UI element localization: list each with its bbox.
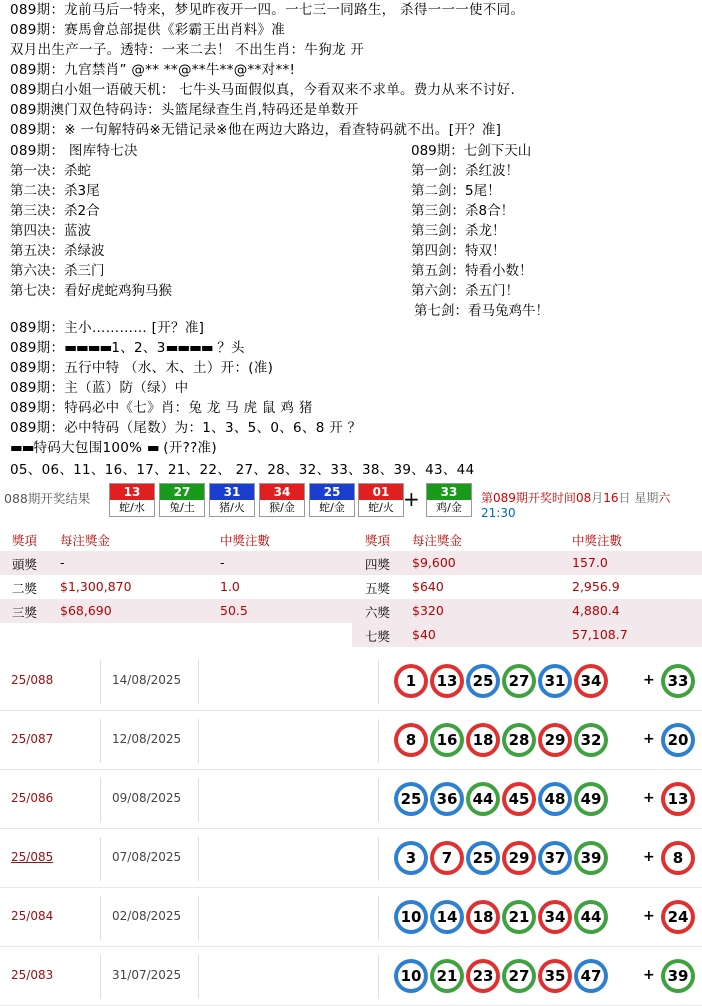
text-line-4: 089期：九宫禁肖” @** **@**牛**@**对**!: [10, 62, 296, 78]
lottery-ball: [502, 900, 536, 934]
column-divider: [198, 719, 199, 763]
result-ball: 31 猪/火: [209, 483, 255, 517]
line-text: 特码大包围100%: [33, 440, 143, 456]
plus-sign: +: [643, 731, 655, 747]
column-divider: [100, 955, 101, 999]
history-row: [0, 888, 702, 947]
plus-sign: +: [403, 487, 420, 511]
plus-sign: +: [643, 849, 655, 865]
ball-number: 39: [665, 963, 691, 989]
text-line-8: 089期： 图库特七决: [10, 143, 138, 159]
text-line-3: 双月出生产一子。透特：一来二去！ 不出生肖：牛狗龙 开: [10, 42, 365, 58]
jian-item: 第一剑：杀红波！: [411, 163, 519, 179]
lottery-ball: [466, 664, 500, 698]
jue-item: 第六决：杀三门: [10, 263, 105, 279]
lottery-ball: [538, 782, 572, 816]
result-ball: 27 兔/土: [159, 483, 205, 517]
lottery-ball: [502, 723, 536, 757]
lottery-ball: [430, 664, 464, 698]
ball-number: 27: [506, 963, 532, 989]
jian-item: 第四剑：特双！: [411, 243, 506, 259]
text-line-13: 089期：特码必中《七》肖：兔 龙 马 虎 鼠 鸡 猪: [10, 400, 313, 416]
history-date: 31/07/2025: [112, 968, 182, 982]
lottery-ball: [574, 723, 608, 757]
lottery-ball: [394, 664, 428, 698]
column-divider: [100, 778, 101, 822]
history-row: [0, 947, 702, 1006]
history-issue: 25/087: [11, 732, 54, 746]
text-line-16: 05、06、11、16、17、21、22、 27、28、32、33、38、39、43、44: [10, 462, 475, 478]
lottery-ball: [430, 900, 464, 934]
special-ball: [661, 664, 695, 698]
special-ball: [661, 723, 695, 757]
lottery-ball: [430, 841, 464, 875]
lottery-ball: [574, 664, 608, 698]
ball-number: 21: [434, 963, 460, 989]
history-list: [0, 652, 702, 1006]
history-date: 02/08/2025: [112, 909, 182, 923]
ball-number: 35: [542, 963, 568, 989]
lottery-ball: [574, 782, 608, 816]
text-line-15: [10, 438, 217, 458]
text-line-7: 089期：※ 一句解特码※无错记录※他在两边大路边，看查特码就不出。[开？准]: [10, 122, 502, 138]
lottery-ball: [538, 900, 572, 934]
history-row: [0, 829, 702, 888]
jian-item: 第七剑：看马兔鸡牛！: [414, 303, 549, 319]
ball-number: 1: [398, 668, 424, 694]
bar-glyph: ▬▬: [10, 440, 34, 456]
column-divider: [100, 837, 101, 881]
jue-list: [10, 161, 172, 301]
prize-table: [0, 527, 702, 647]
lottery-ball: [574, 841, 608, 875]
lottery-ball: [394, 841, 428, 875]
history-date: 07/08/2025: [112, 850, 182, 864]
line-tail: ？头: [212, 340, 245, 356]
lottery-ball: [466, 959, 500, 993]
jian-item: 第三剑：杀8合！: [411, 203, 515, 219]
ball-number: 16: [434, 727, 460, 753]
ball-number: 33: [665, 668, 691, 694]
lottery-ball: [394, 723, 428, 757]
ball-number: 8: [665, 845, 691, 871]
result-bar: [0, 481, 702, 520]
jian-item: 第六剑：杀五门！: [411, 283, 519, 299]
ball-number: 10: [398, 963, 424, 989]
ball-number: 18: [470, 727, 496, 753]
lottery-ball: [574, 959, 608, 993]
history-row: [0, 770, 702, 829]
history-date: 09/08/2025: [112, 791, 182, 805]
jian-item: 089期：七剑下天山: [411, 143, 532, 159]
lottery-ball: [502, 782, 536, 816]
plus-sign: +: [643, 790, 655, 806]
jue-item: 第七决：看好虎蛇鸡狗马猴: [10, 283, 172, 299]
ball-number: 34: [542, 904, 568, 930]
text-line-1: 089期：龙前马后一特来，梦见昨夜开一四。一七三一同路生， 杀得一一一使不同。: [10, 2, 525, 18]
ball-number: 20: [665, 727, 691, 753]
ball-number: 3: [398, 845, 424, 871]
column-divider: [378, 719, 379, 763]
ball-number: 36: [434, 786, 460, 812]
ball-number: 27: [506, 668, 532, 694]
ball-number: 32: [578, 727, 604, 753]
ball-number: 44: [470, 786, 496, 812]
result-ball: 01 蛇/火: [358, 483, 404, 517]
history-row: [0, 652, 702, 711]
text-line-10: [10, 338, 245, 358]
ball-number: 13: [665, 786, 691, 812]
text-line-9: 089期：主小………… [开？准]: [10, 320, 205, 336]
lottery-ball: [466, 782, 500, 816]
text-line-14: 089期：必中特码（尾数）为：1、3、5、0、6、8 开 ？: [10, 420, 362, 436]
history-issue: 25/088: [11, 673, 54, 687]
column-divider: [198, 660, 199, 704]
special-ball: [661, 900, 695, 934]
jian-item: 第五剑：特看小数！: [411, 263, 533, 279]
ball-number: 28: [506, 727, 532, 753]
ball-number: 25: [470, 845, 496, 871]
ball-number: 8: [398, 727, 424, 753]
lottery-ball: [466, 723, 500, 757]
lottery-ball: [466, 841, 500, 875]
text-line-2: 089期：赛馬會总部提供《彩霸王出肖料》准: [10, 22, 286, 38]
history-date: 12/08/2025: [112, 732, 182, 746]
jian-list: [411, 141, 549, 321]
special-ball: 33 鸡/金: [426, 483, 472, 517]
ball-number: 23: [470, 963, 496, 989]
jue-item: 第三决：杀2合: [10, 203, 100, 219]
special-ball: [661, 959, 695, 993]
ball-number: 25: [470, 668, 496, 694]
column-divider: [198, 778, 199, 822]
jue-item: 第五决：杀绿波: [10, 243, 105, 259]
prize-row: 二獎 $1,300,870 1.0 五獎 $640 2,956.9: [12, 579, 620, 596]
text-line-11: 089期：五行中特 （水、木、土）开：(准): [10, 360, 274, 376]
column-divider: [198, 896, 199, 940]
jue-item: 第一决：杀蛇: [10, 163, 91, 179]
lottery-ball: [394, 959, 428, 993]
line-tail: (开??准): [158, 440, 217, 456]
lottery-ball: [502, 664, 536, 698]
ball-number: 25: [398, 786, 424, 812]
ball-number: 18: [470, 904, 496, 930]
history-row: [0, 711, 702, 770]
ball-number: 44: [578, 904, 604, 930]
history-issue: 25/083: [11, 968, 54, 982]
ball-number: 47: [578, 963, 604, 989]
prize-row: 三獎 $68,690 50.5 六獎 $320 4,880.4: [0, 599, 702, 623]
text-line-12: 089期：主（蓝）防（绿）中: [10, 380, 189, 396]
lottery-ball: [430, 959, 464, 993]
history-issue[interactable]: 25/085: [11, 850, 54, 864]
lottery-ball: [466, 900, 500, 934]
column-divider: [378, 837, 379, 881]
history-issue: 25/084: [11, 909, 54, 923]
plus-sign: +: [643, 967, 655, 983]
prize-row: 七獎 $40 57,108.7: [0, 623, 702, 647]
jue-item: 第二决：杀3尾: [10, 183, 100, 199]
lottery-ball: [574, 900, 608, 934]
ball-number: 7: [434, 845, 460, 871]
plus-sign: +: [643, 908, 655, 924]
special-ball: [661, 841, 695, 875]
ball-number: 13: [434, 668, 460, 694]
column-divider: [378, 955, 379, 999]
special-ball: [661, 782, 695, 816]
result-ball: 34 猴/金: [259, 483, 305, 517]
text-line-6: 089期澳门双色特码诗：头篮尾绿查生肖,特码还是单数开: [10, 102, 359, 118]
lottery-ball: [538, 664, 572, 698]
lottery-ball: [430, 723, 464, 757]
ball-number: 37: [542, 845, 568, 871]
column-divider: [198, 955, 199, 999]
result-label: 088期开奖结果: [4, 491, 91, 506]
bar-glyph: ▬▬▬▬: [165, 340, 213, 356]
column-divider: [198, 837, 199, 881]
lottery-ball: [430, 782, 464, 816]
jue-item: 第四决：蓝波: [10, 223, 91, 239]
ball-number: 21: [506, 904, 532, 930]
column-divider: [378, 660, 379, 704]
column-divider: [378, 778, 379, 822]
lottery-ball: [394, 782, 428, 816]
lottery-ball: [538, 959, 572, 993]
jian-item: 第二剑：5尾！: [411, 183, 501, 199]
ball-number: 10: [398, 904, 424, 930]
bar-glyph: ▬: [146, 440, 159, 456]
prize-row: 頭獎 - - 四獎 $9,600 157.0: [0, 551, 702, 575]
jian-item: 第三剑：杀龙！: [411, 223, 506, 239]
column-divider: [100, 896, 101, 940]
history-issue: 25/086: [11, 791, 54, 805]
lottery-ball: [538, 841, 572, 875]
ball-number: 34: [578, 668, 604, 694]
next-draw-info: 第089期开奖时间08月16日 星期六21:30: [481, 491, 671, 520]
column-divider: [378, 896, 379, 940]
lottery-ball: [502, 959, 536, 993]
ball-number: 48: [542, 786, 568, 812]
ball-number: 14: [434, 904, 460, 930]
ball-number: 39: [578, 845, 604, 871]
line-mid: 1、2、3: [111, 340, 166, 356]
text-line-5: 089期白小姐一语破天机： 七牛头马面假似真，今看双来不求单。费力从来不讨好.: [10, 82, 516, 98]
prize-header: 獎項 每注獎金 中獎注數 獎項 每注獎金 中獎注數: [12, 533, 623, 548]
result-ball: 13 蛇/水: [109, 483, 155, 517]
plus-sign: +: [643, 672, 655, 688]
result-ball: 25 蛇/金: [309, 483, 355, 517]
ball-number: 24: [665, 904, 691, 930]
history-date: 14/08/2025: [112, 673, 182, 687]
ball-number: 29: [542, 727, 568, 753]
ball-number: 49: [578, 786, 604, 812]
column-divider: [100, 719, 101, 763]
column-divider: [100, 660, 101, 704]
ball-number: 31: [542, 668, 568, 694]
ball-number: 29: [506, 845, 532, 871]
line-prefix: 089期：: [10, 340, 65, 356]
lottery-ball: [502, 841, 536, 875]
ball-number: 45: [506, 786, 532, 812]
lottery-ball: [394, 900, 428, 934]
bar-glyph: ▬▬▬▬: [64, 340, 112, 356]
lottery-ball: [538, 723, 572, 757]
